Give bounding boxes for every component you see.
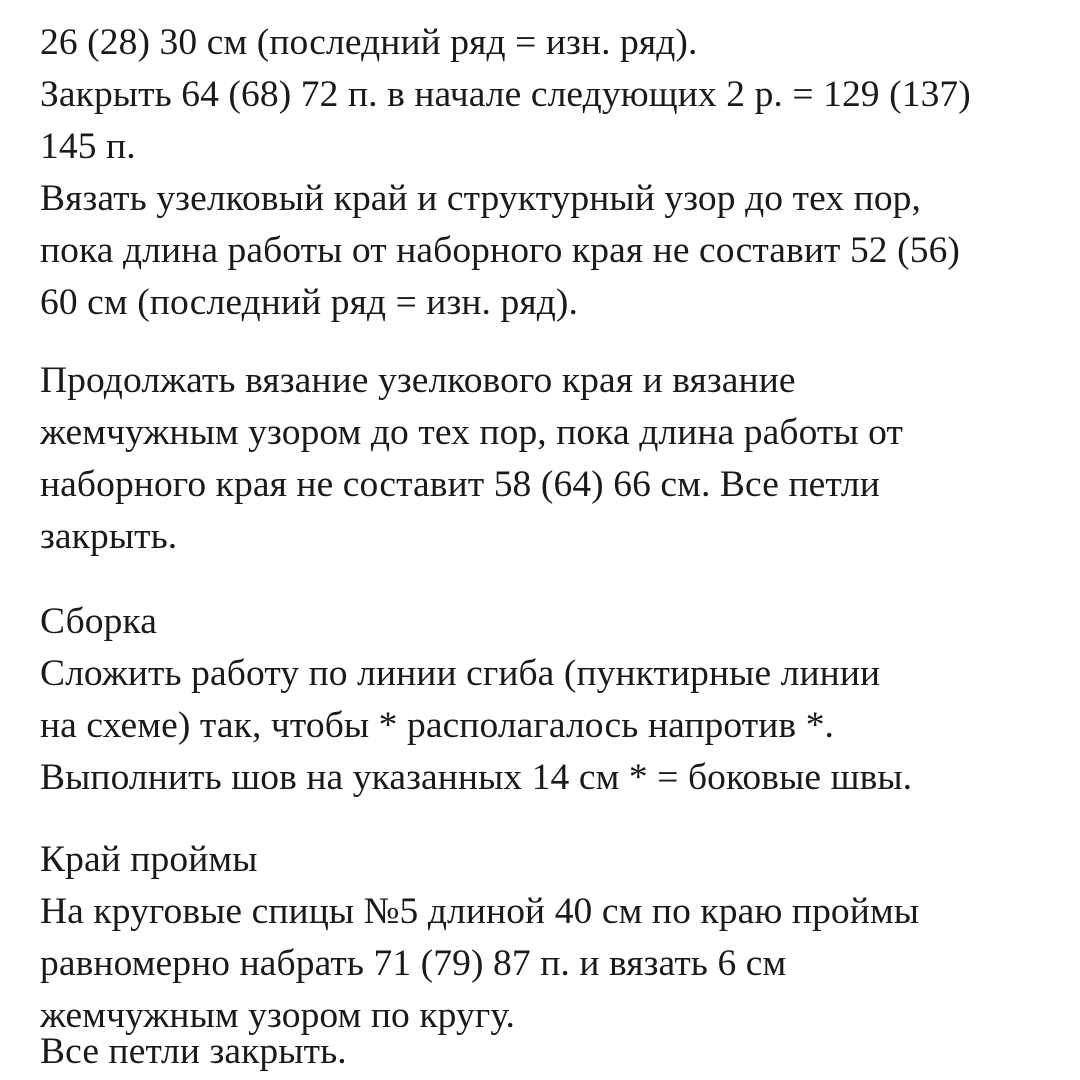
text-line: 60 см (последний ряд = изн. ряд). <box>40 282 578 323</box>
text-line: На круговые спицы №5 длиной 40 см по краю проймы <box>40 891 920 932</box>
text-line: закрыть. <box>40 516 178 557</box>
text-line: равномерно набрать 71 (79) 87 п. и вязать 6 см <box>40 943 787 984</box>
text-line: Продолжать вязание узелкового края и вязание <box>40 360 796 401</box>
text-line: жемчужным узором по кругу. <box>40 995 515 1036</box>
text-line: Все петли закрыть. <box>40 1031 347 1072</box>
text-line: пока длина работы от наборного края не составит 52 (56) <box>40 230 961 271</box>
section-heading-armhole: Край проймы <box>40 839 258 880</box>
text-line: наборного края не составит 58 (64) 66 см. Все петли <box>40 464 880 505</box>
text-line: 26 (28) 30 см (последний ряд = изн. ряд). <box>40 22 698 63</box>
text-line: на схеме) так, чтобы * располагалось напротив *. <box>40 705 835 746</box>
text-line: Вязать узелковый край и структурный узор до тех пор, <box>40 178 921 219</box>
text-line: жемчужным узором до тех пор, пока длина работы от <box>40 412 904 453</box>
text-line: 145 п. <box>40 126 136 167</box>
text-line: Выполнить шов на указанных 14 см * = боковые швы. <box>40 757 913 798</box>
text-line: Закрыть 64 (68) 72 п. в начале следующих 2 р. = 129 (137) <box>40 74 971 115</box>
text-line: Сложить работу по линии сгиба (пунктирные линии <box>40 653 881 694</box>
section-heading-assembly: Сборка <box>40 601 157 642</box>
